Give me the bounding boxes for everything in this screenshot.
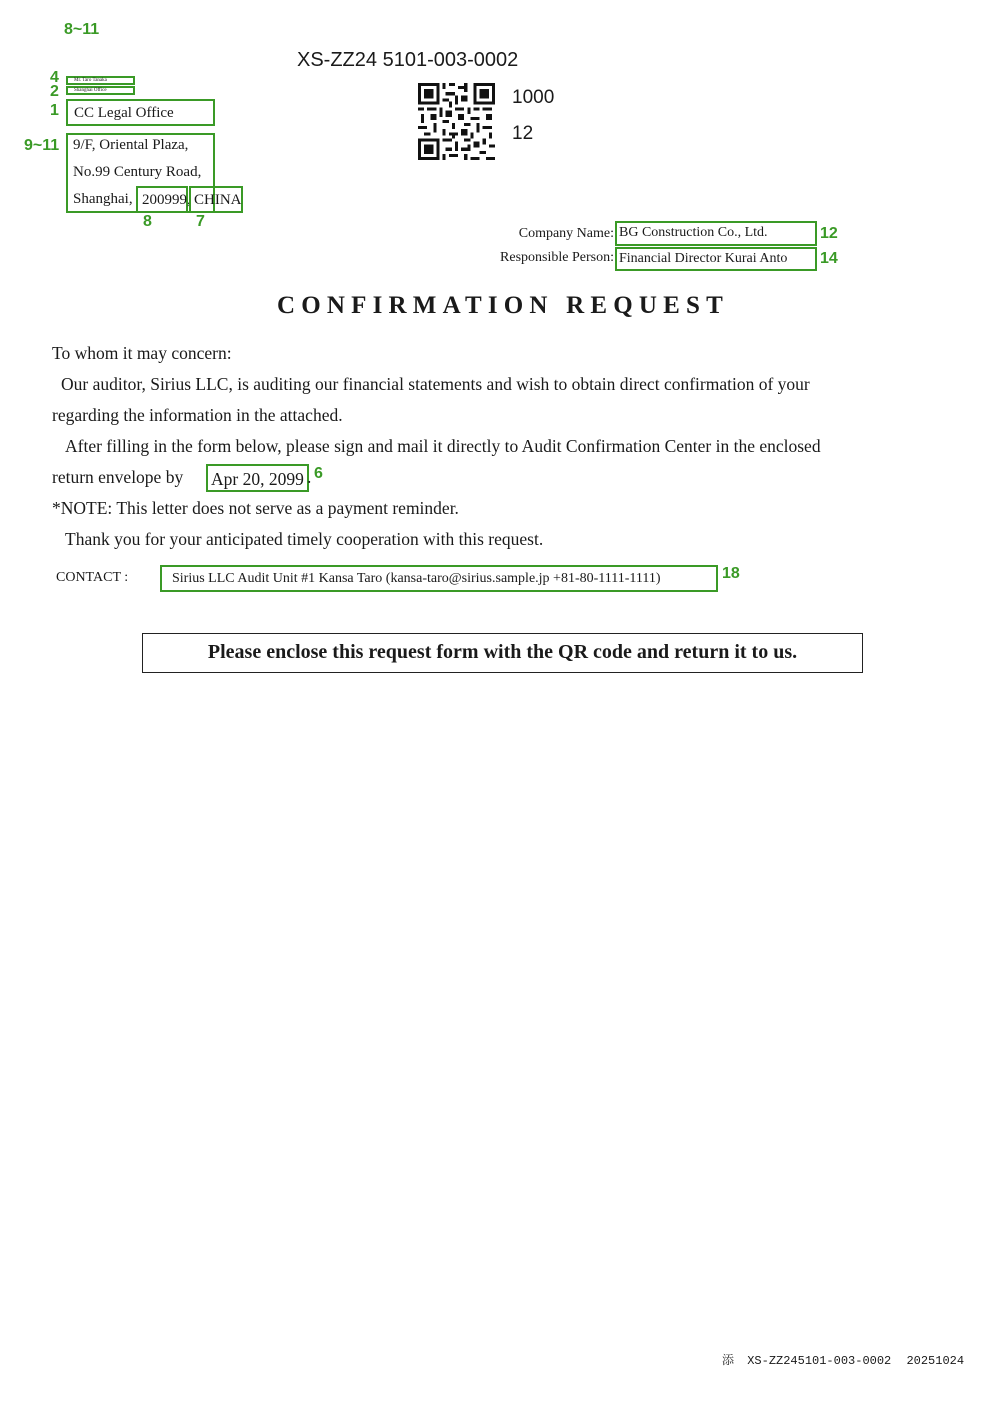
company-name-value: BG Construction Co., Ltd. xyxy=(615,221,817,246)
recipient-office: Shanghai Office xyxy=(66,86,135,95)
annotation-label: 4 xyxy=(50,69,59,86)
contact-label: CONTACT : xyxy=(56,570,129,585)
responsible-person-label: Responsible Person: xyxy=(500,250,614,265)
paragraph-2-period: . xyxy=(307,467,312,487)
annotation-label: 6 xyxy=(314,465,323,482)
annotation-label: 8 xyxy=(143,213,152,230)
annotation-label: 9~11 xyxy=(24,137,60,154)
note-text: *NOTE: This letter does not serve as a payment reminder. xyxy=(52,498,459,518)
annotation-label: 14 xyxy=(820,250,838,267)
address-line-2: No.99 Century Road, xyxy=(73,164,202,180)
annotation-label: 12 xyxy=(820,225,838,242)
annotation-label: 2 xyxy=(50,83,59,100)
paragraph-2-line-2: return envelope by xyxy=(52,467,184,487)
code-a: 1000 xyxy=(512,87,555,108)
return-notice: Please enclose this request form with the QR code and return it to us. xyxy=(142,633,863,673)
qr-code-icon xyxy=(418,83,495,160)
company-name-label: Company Name: xyxy=(518,226,614,241)
annotation-label: 8~11 xyxy=(64,21,100,38)
recipient-name: Mr. Taro Tanaka xyxy=(66,76,135,85)
address-country: CHINA xyxy=(189,186,243,213)
footer-mark: 添 xyxy=(722,1354,735,1368)
page-title: CONFIRMATION REQUEST xyxy=(276,292,730,319)
footer-date: 20251024 xyxy=(906,1354,965,1368)
recipient-organization: CC Legal Office xyxy=(66,99,215,126)
paragraph-2-line-1: After filling in the form below, please sign and mail it directly to Audit Confirmation Center in the enclosed xyxy=(65,436,821,456)
deadline-date: Apr 20, 2099 xyxy=(206,464,309,492)
annotation-label: 1 xyxy=(50,102,59,119)
greeting: To whom it may concern: xyxy=(52,343,232,363)
address-city: Shanghai, xyxy=(73,191,133,207)
annotation-label: 7 xyxy=(196,213,205,230)
responsible-person-value: Financial Director Kurai Anto xyxy=(615,247,817,271)
thanks-text: Thank you for your anticipated timely cooperation with this request. xyxy=(65,529,544,549)
code-b: 12 xyxy=(512,123,534,144)
paragraph-1-line-2: regarding the information in the attached. xyxy=(52,405,343,425)
paragraph-1-line-1: Our auditor, Sirius LLC, is auditing our financial statements and wish to obtain direct confirmation of your xyxy=(61,374,810,394)
footer xyxy=(722,1351,964,1368)
address-line-1: 9/F, Oriental Plaza, xyxy=(73,137,189,153)
document-number: XS-ZZ24 5101-003-0002 xyxy=(297,49,519,71)
address-postcode: 200999, xyxy=(136,186,188,213)
contact-value: Sirius LLC Audit Unit #1 Kansa Taro (kansa-taro@sirius.sample.jp +81-80-1111-1111) xyxy=(160,565,718,592)
annotation-label: 18 xyxy=(722,565,740,582)
footer-reference: XS-ZZ245101-003-0002 xyxy=(747,1354,892,1368)
